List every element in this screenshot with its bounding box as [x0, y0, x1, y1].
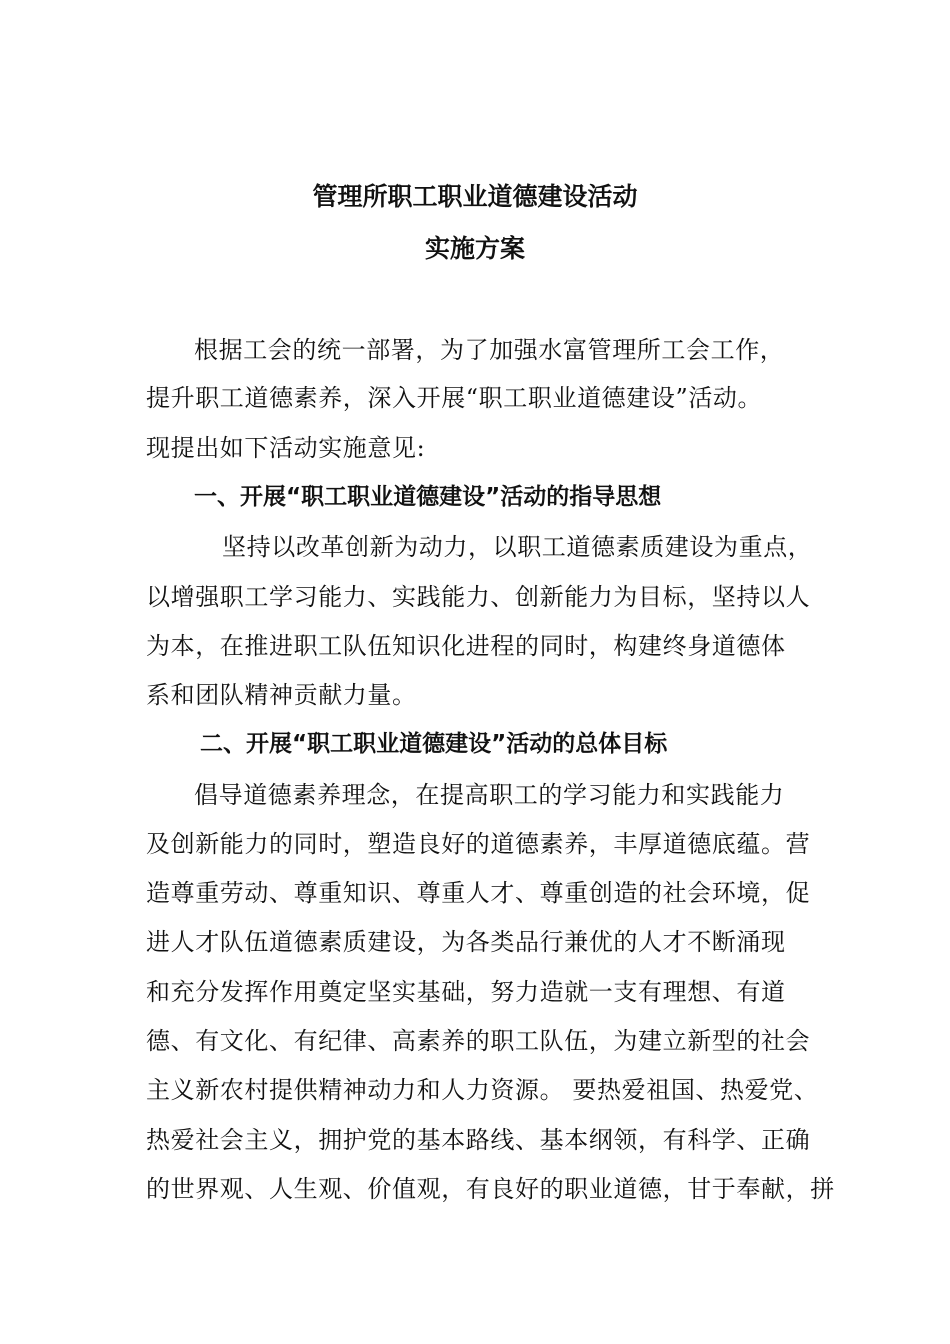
document-subtitle: 实施方案 [424, 234, 525, 263]
document-title: 管理所职工职业道德建设活动 [312, 182, 638, 211]
body-line: 系和团队精神贡献力量。 [146, 681, 417, 709]
section-heading: 二、开展“职工职业道德建设”活动的总体目标 [200, 731, 668, 757]
body-line: 主义新农村提供精神动力和人力资源。 要热爱祖国、热爱党、 [146, 1076, 819, 1104]
intro-line: 提升职工道德素养，深入开展“职工职业道德建设”活动。 [146, 384, 763, 412]
body-line: 造尊重劳动、尊重知识、尊重人才、尊重创造的社会环境，促 [146, 879, 811, 907]
body-line: 坚持以改革创新为动力，以职工道德素质建设为重点， [222, 533, 813, 561]
body-line: 的世界观、人生观、价值观，有良好的职业道德，甘于奉献，拼 [146, 1175, 835, 1203]
body-line: 热爱社会主义，拥护党的基本路线、基本纲领，有科学、正确 [146, 1126, 811, 1154]
body-line: 为本，在推进职工队伍知识化进程的同时，构建终身道德体 [146, 632, 786, 660]
body-line: 德、有文化、有纪律、高素养的职工队伍，为建立新型的社会 [146, 1027, 811, 1055]
body-line: 及创新能力的同时，塑造良好的道德素养，丰厚道德底蕴。营 [146, 830, 811, 858]
body-line: 倡导道德素养理念，在提高职工的学习能力和实践能力 [194, 781, 785, 809]
body-line: 进人才队伍道德素质建设，为各类品行兼优的人才不断涌现 [146, 928, 786, 956]
body-line: 以增强职工学习能力、实践能力、创新能力为目标，坚持以人 [146, 583, 811, 611]
intro-line: 根据工会的统一部署，为了加强水富管理所工会工作， [194, 336, 785, 364]
section-heading: 一、开展“职工职业道德建设”活动的指导思想 [194, 484, 662, 510]
intro-line: 现提出如下活动实施意见: [146, 434, 426, 462]
body-line: 和充分发挥作用奠定坚实基础，努力造就一支有理想、有道 [146, 978, 786, 1006]
